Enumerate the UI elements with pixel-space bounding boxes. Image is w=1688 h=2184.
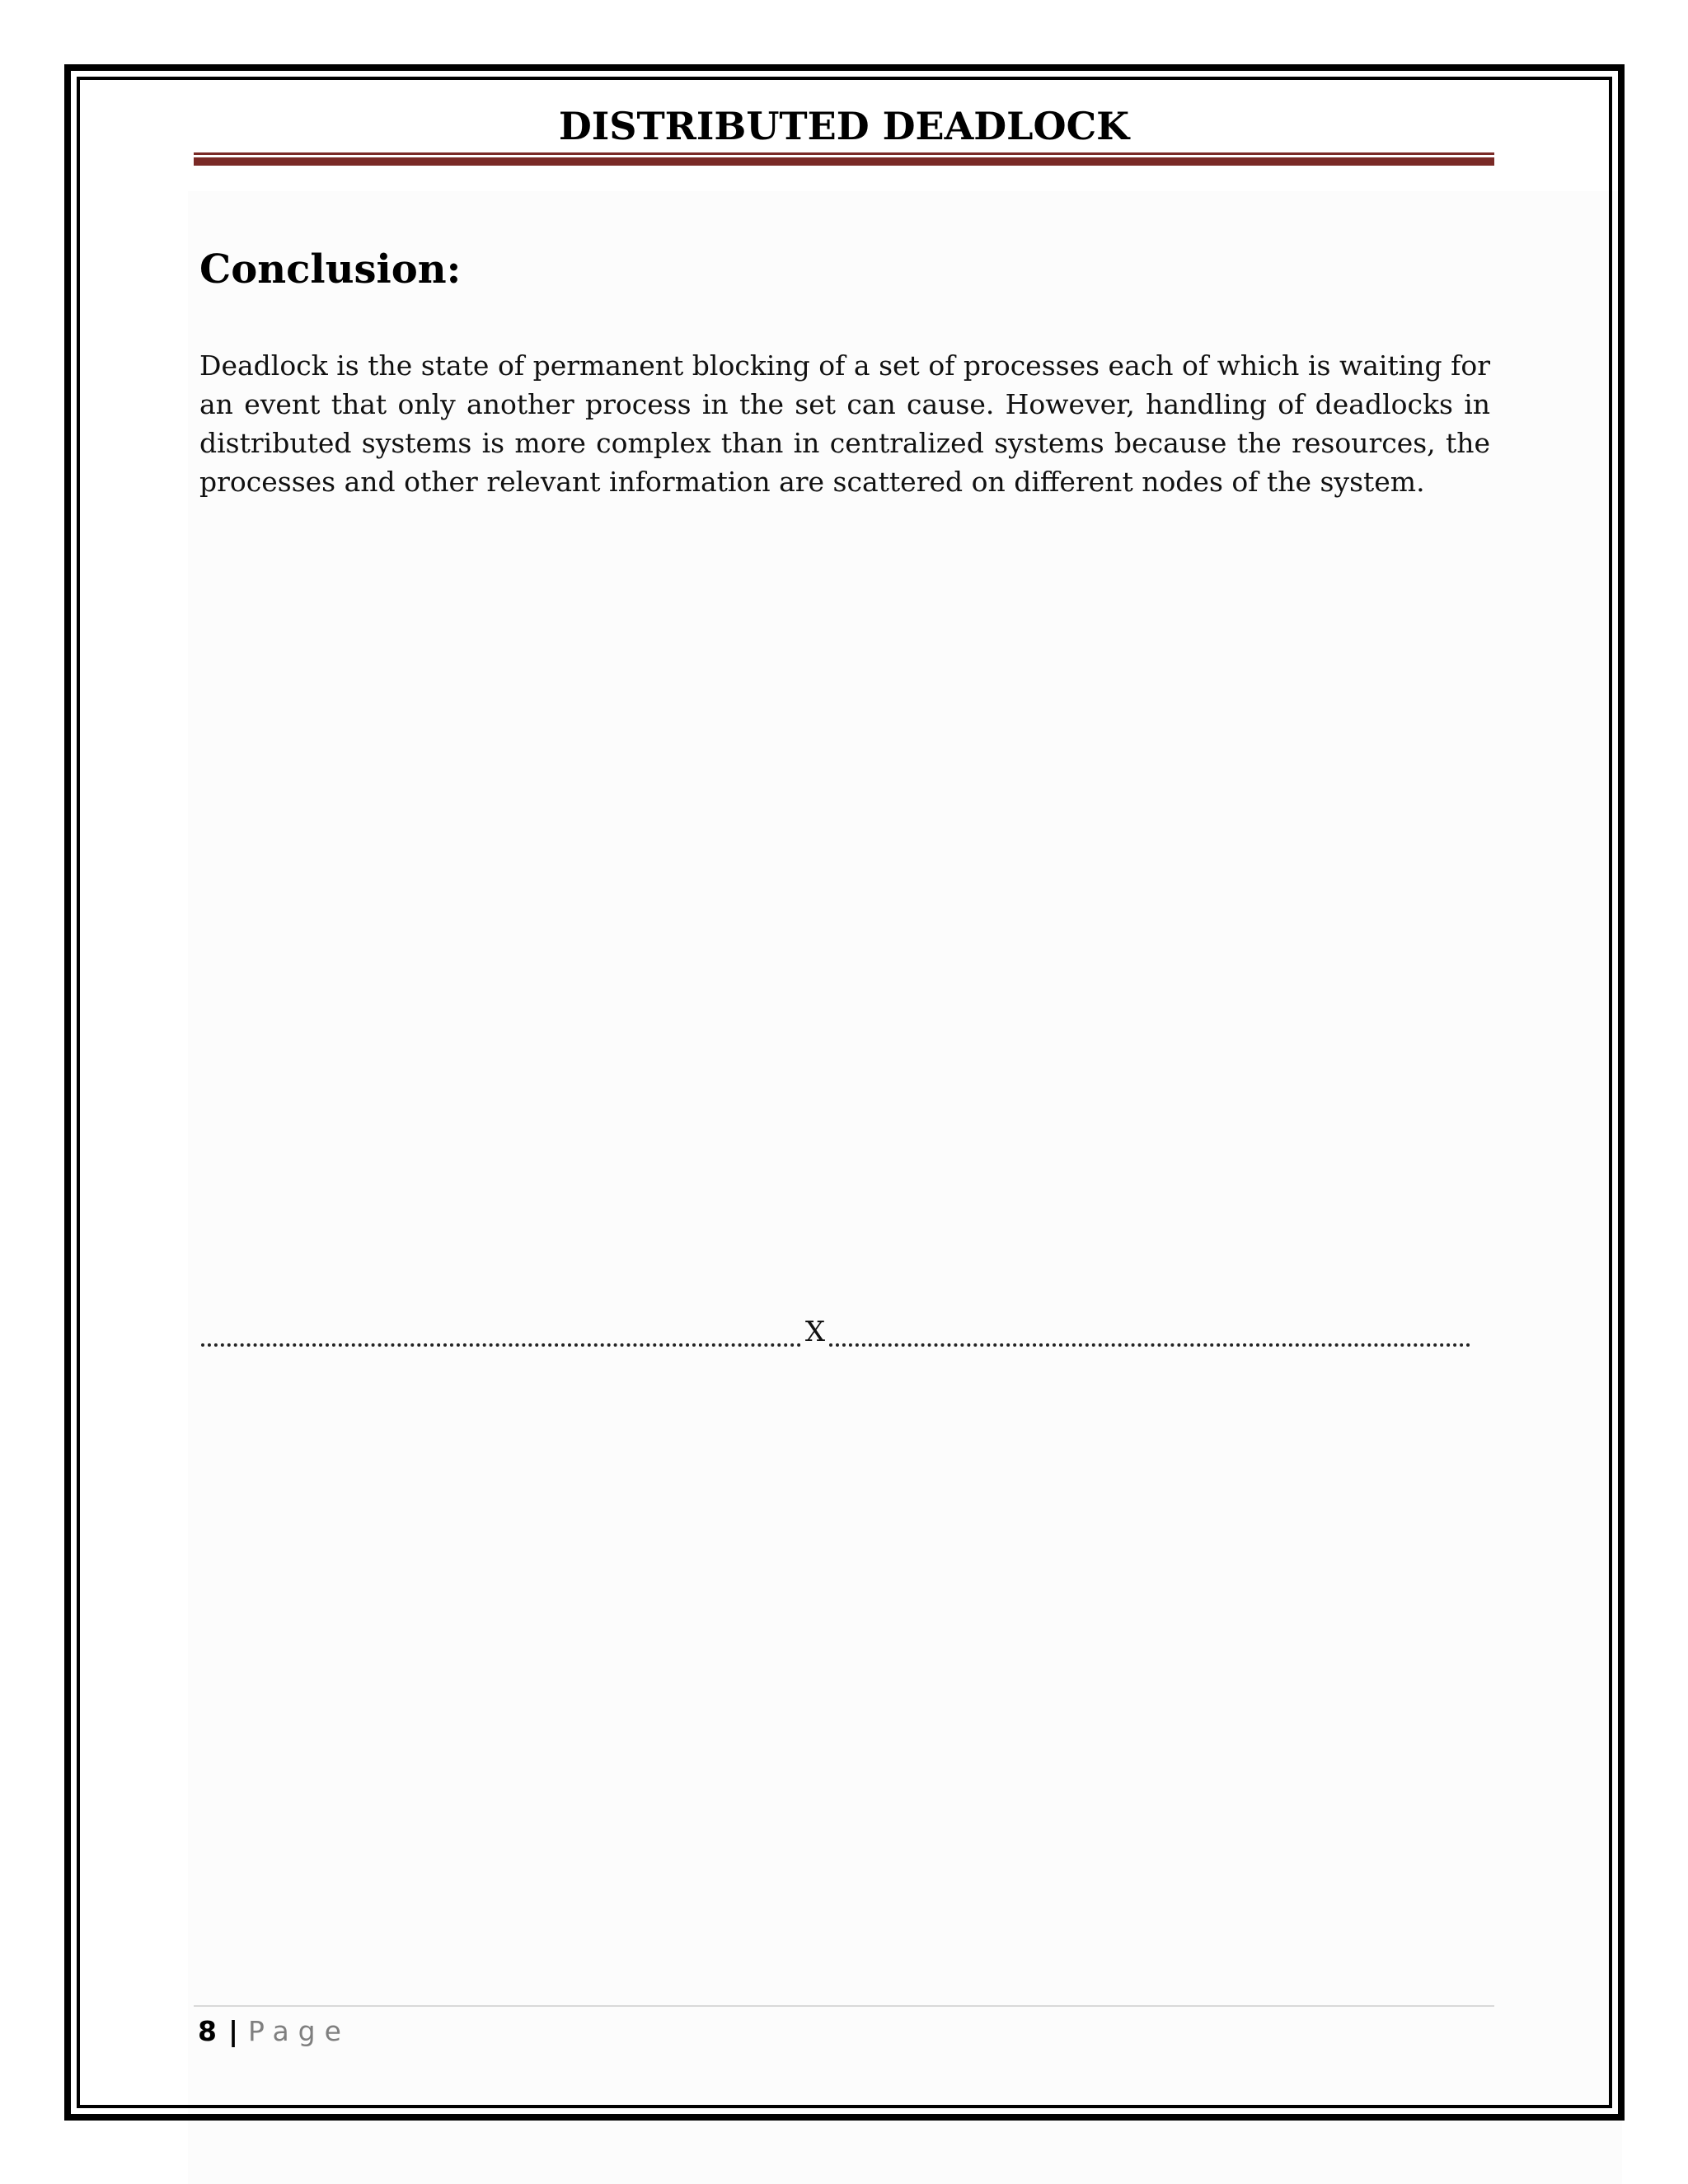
section-heading: Conclusion: xyxy=(199,246,462,293)
page-label: Page xyxy=(248,2015,350,2047)
separator-dots-right xyxy=(829,1343,1470,1347)
header-rule-thin xyxy=(194,152,1494,155)
end-separator xyxy=(201,1315,1470,1352)
page-number: 8 xyxy=(198,2015,217,2047)
header-rule-thick xyxy=(194,157,1494,166)
footer-rule xyxy=(194,2005,1494,2007)
header-title: DISTRIBUTED DEADLOCK xyxy=(558,104,1130,148)
page-footer xyxy=(198,2011,350,2052)
conclusion-paragraph: Deadlock is the state of permanent blocking of a set of processes each of which is waiting for an event that only another process in the set can cause. However, handling of deadlocks in distributed systems is more complex than in centralized systems because the resources, the processes and other relevant information are scattered on different nodes of the system. xyxy=(199,349,1490,498)
separator-mark: X xyxy=(804,1315,826,1348)
footer-divider: | xyxy=(227,2015,239,2047)
separator-dots-left xyxy=(201,1343,801,1347)
